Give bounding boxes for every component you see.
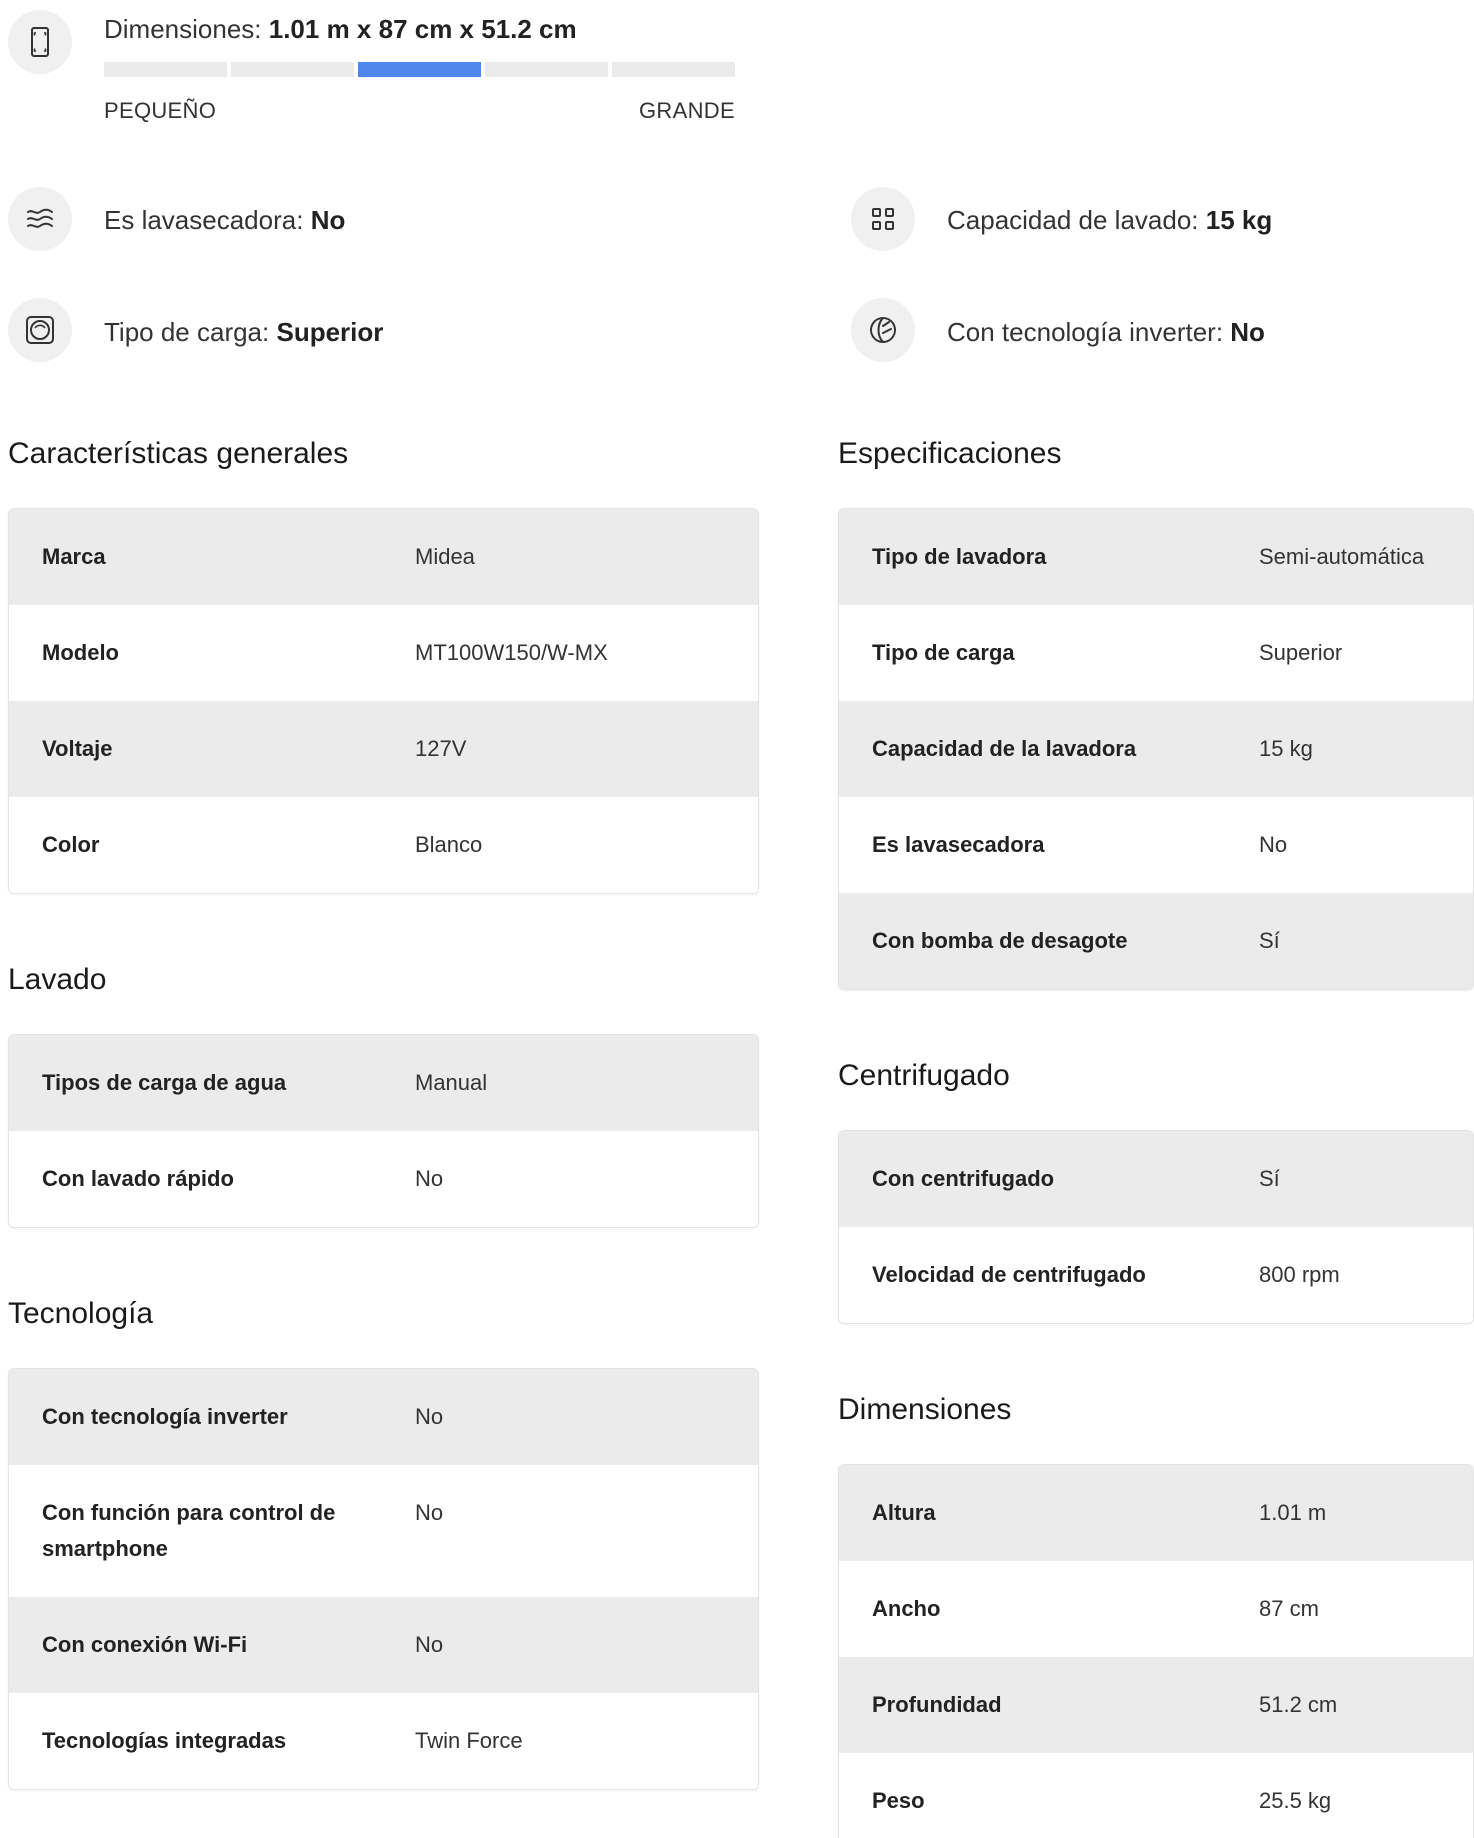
spec-table-centrifugado <box>838 1130 1474 1324</box>
section-title-general: Características generales <box>8 437 349 470</box>
spec-table-tecnologia <box>8 1368 759 1790</box>
leaf-icon <box>851 298 915 362</box>
section-title-tecnologia: Tecnología <box>8 1297 154 1330</box>
size-scale-bar <box>104 62 735 77</box>
size-scale-max-label: GRANDE <box>639 98 735 123</box>
table-row: Con centrifugado Sí <box>839 1131 1473 1227</box>
load-type-highlight: Tipo de carga: Superior <box>104 317 384 347</box>
table-row: Con lavado rápido No <box>9 1131 758 1227</box>
section-title-centrifugado: Centrifugado <box>838 1059 1010 1092</box>
table-row: Con conexión Wi-Fi No <box>9 1597 758 1693</box>
size-scale-segment <box>485 62 608 77</box>
waves-icon <box>8 187 72 251</box>
wash-capacity-highlight: Capacidad de lavado: 15 kg <box>947 205 1273 235</box>
table-row: Tecnologías integradas Twin Force <box>9 1693 758 1789</box>
spec-table-lavado <box>8 1034 759 1228</box>
size-scale-segment <box>104 62 227 77</box>
size-scale-segment <box>612 62 735 77</box>
table-row: Altura 1.01 m <box>839 1465 1473 1561</box>
size-scale-segment-active <box>358 62 481 77</box>
table-row: Capacidad de la lavadora 15 kg <box>839 701 1473 797</box>
table-row: Tipo de carga Superior <box>839 605 1473 701</box>
table-row: Color Blanco <box>9 797 758 893</box>
spec-table-especificaciones <box>838 508 1474 990</box>
table-row: Profundidad 51.2 cm <box>839 1657 1473 1753</box>
table-row: Modelo MT100W150/W-MX <box>9 605 758 701</box>
section-title-especificaciones: Especificaciones <box>838 437 1062 470</box>
table-row: Marca Midea <box>9 509 758 605</box>
table-row: Peso 25.5 kg <box>839 1753 1473 1838</box>
table-row: Es lavasecadora No <box>839 797 1473 893</box>
washer-drum-icon <box>8 298 72 362</box>
section-title-lavado: Lavado <box>8 963 107 996</box>
table-row: Con bomba de desagote Sí <box>839 893 1473 989</box>
table-row: Con tecnología inverter No <box>9 1369 758 1465</box>
table-row: Con función para control de smartphone No <box>9 1465 758 1597</box>
inverter-highlight: Con tecnología inverter: No <box>947 317 1265 347</box>
table-row: Velocidad de centrifugado 800 rpm <box>839 1227 1473 1323</box>
dimensions-highlight: Dimensiones: 1.01 m x 87 cm x 51.2 cm <box>104 14 577 44</box>
spec-table-general <box>8 508 759 894</box>
table-row: Tipo de lavadora Semi-automática <box>839 509 1473 605</box>
table-row: Voltaje 127V <box>9 701 758 797</box>
table-row: Ancho 87 cm <box>839 1561 1473 1657</box>
washer-dryer-highlight: Es lavasecadora: No <box>104 205 346 235</box>
table-row: Tipos de carga de agua Manual <box>9 1035 758 1131</box>
size-scale-min-label: PEQUEÑO <box>104 98 217 123</box>
size-scale-segment <box>231 62 354 77</box>
phone-frame-icon <box>8 10 72 74</box>
section-title-dimensiones: Dimensiones <box>838 1393 1012 1426</box>
spec-table-dimensiones <box>838 1464 1474 1838</box>
grid-icon <box>851 187 915 251</box>
